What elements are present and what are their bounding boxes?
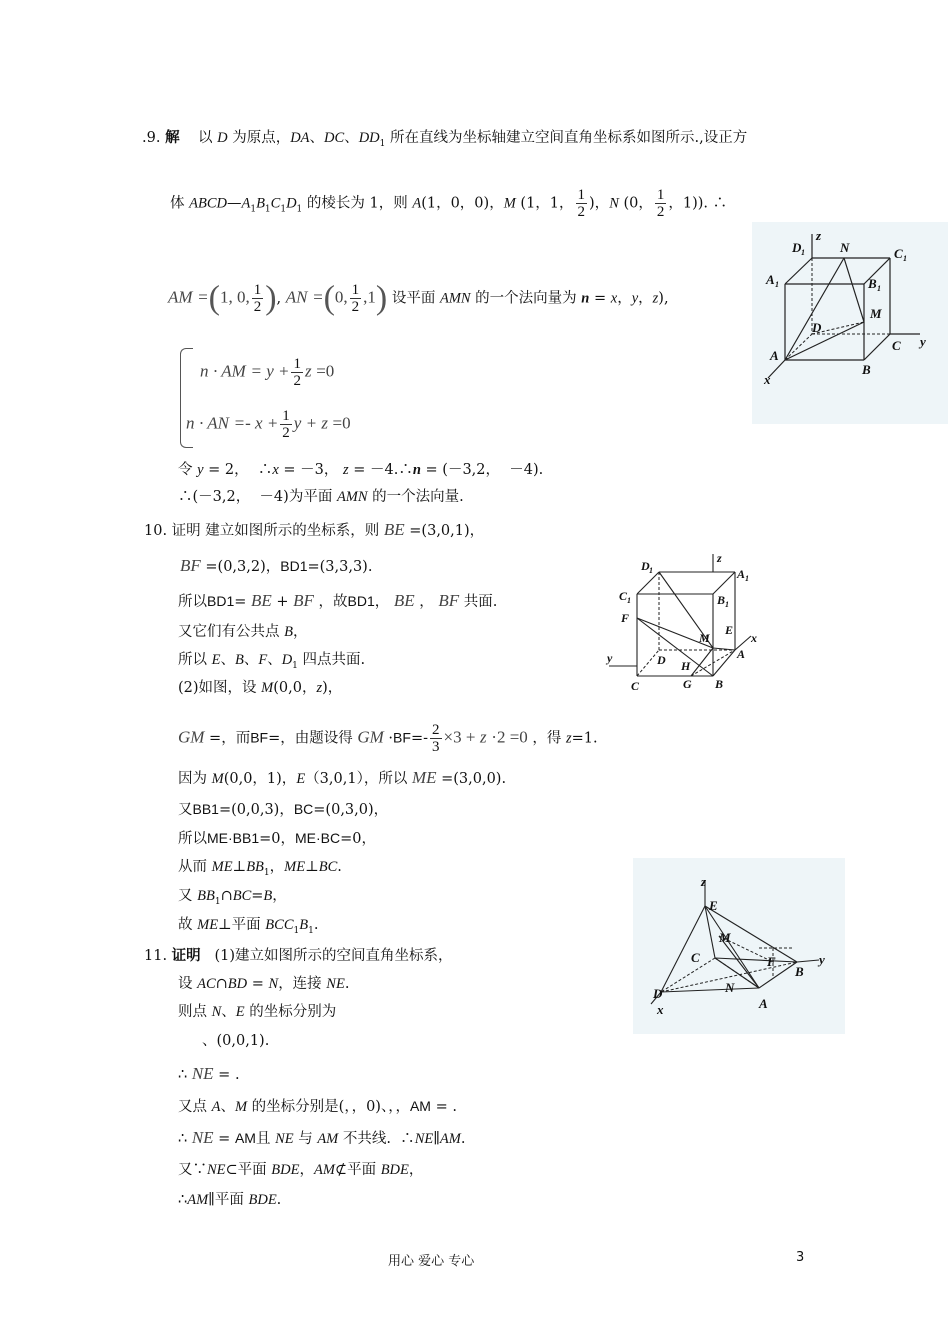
svg-text:1: 1: [725, 600, 729, 609]
svg-text:1: 1: [877, 284, 881, 293]
svg-text:1: 1: [649, 566, 653, 575]
p9-eq1: n · AM = y + $\frac{1}{2}$ z =0: [200, 356, 335, 389]
pyramid-figure-3: [633, 858, 845, 1034]
svg-text:D: D: [792, 240, 802, 255]
p10-l7: GM =，而BF=，由题设得 GM ·BF=- $\frac{2}{3}$ ×3 + z ·2 =0 ，得 z=1.: [178, 722, 598, 755]
p9-line1: .9. 解 以 D 为原点，DA、DC、$DD_1$ 所在直线为坐标轴建立空间直角坐标系如图所示.,设正方: [142, 129, 748, 149]
cube-figure-1: [752, 222, 948, 424]
svg-text:A: A: [737, 647, 746, 661]
svg-text:B: B: [717, 593, 726, 607]
p11-l6: 又点 A、M 的坐标分别是(，，0)、，，AM = .: [178, 1098, 457, 1115]
svg-text:D: D: [812, 320, 822, 335]
p10-l13: 故 ME⊥平面 $BCC_1B_1$.: [178, 917, 319, 936]
svg-text:C: C: [892, 338, 901, 353]
p11-l4: 、(0,0,1).: [202, 1033, 270, 1049]
svg-text:1: 1: [627, 596, 631, 605]
svg-text:N: N: [725, 980, 735, 995]
p10-l11: 从而 $ME\perp BB_1$，ME⊥BC.: [178, 859, 342, 878]
svg-text:C: C: [631, 679, 640, 693]
p9-line2: 体 $ABCD—A_1B_1C_1D_1$ 的棱长为 1，则 A(1，0，0)，M (1，1， $\frac{1}{2}$ )，N (0， $\frac{1}{2}$ ，1)). ∴: [170, 187, 728, 220]
p10-l8: 因为 M(0,0，1)，E（3,0,1），所以 ME =(3,0,0).: [178, 768, 507, 787]
svg-text:z: z: [701, 874, 707, 889]
p10-l3: 所以BD1= BE + BF ，故BD1， BE ， BF 共面.: [178, 591, 498, 610]
p11-l1: 11. 证明 (1)建立如图所示的空间直角坐标系，: [144, 947, 453, 964]
p11-l9: ∴AM∥平面 BDE.: [178, 1192, 282, 1208]
svg-text:1: 1: [903, 254, 907, 263]
p11-l8: 又∵NE⊂平面 BDE，AM⊄平面 BDE，: [178, 1162, 424, 1178]
svg-text:D: D: [653, 986, 663, 1001]
svg-text:B: B: [868, 276, 877, 291]
svg-text:F: F: [621, 611, 630, 625]
svg-text:x: x: [764, 372, 771, 387]
svg-text:E: E: [709, 898, 718, 913]
svg-text:y: y: [920, 334, 926, 349]
svg-text:N: N: [840, 240, 850, 255]
svg-text:1: 1: [745, 574, 749, 583]
svg-text:B: B: [862, 362, 871, 377]
p10-l1: 10. 证明 建立如图所示的坐标系，则 BE =(3,0,1)，: [144, 520, 485, 539]
svg-text:E: E: [725, 623, 734, 637]
svg-text:y: y: [819, 952, 825, 967]
svg-text:D: D: [641, 559, 650, 573]
p11-l3: 则点 N、E 的坐标分别为: [178, 1004, 337, 1020]
cube-figure-2: [603, 548, 768, 696]
svg-text:y: y: [607, 651, 613, 665]
p10-l10: 所以ME·BB1=0，ME·BC=0，: [178, 830, 376, 847]
svg-text:M: M: [870, 306, 882, 321]
svg-text:D: D: [657, 653, 666, 667]
p10-l9: 又BB1=(0,0,3)，BC=(0,3,0)，: [178, 801, 389, 818]
svg-text:B: B: [715, 677, 724, 691]
p9-line5: ∴(－3,2， －4)为平面 AMN 的一个法向量.: [178, 489, 464, 505]
svg-text:z: z: [816, 228, 822, 243]
svg-text:1: 1: [775, 280, 779, 289]
svg-text:C: C: [691, 950, 700, 965]
svg-text:H: H: [681, 659, 691, 673]
page-number: 3: [796, 1250, 805, 1265]
svg-text:x: x: [751, 631, 757, 645]
svg-text:B: B: [795, 964, 804, 979]
p11-l5: ∴ NE = .: [178, 1064, 240, 1083]
p10-l6: (2)如图，设 M(0,0，z)，: [178, 680, 343, 696]
p9-eq2: n · AN =- x + $\frac{1}{2}$ y + z =0: [186, 408, 351, 441]
p9-line3: AM =(1, 0, $\frac{1}{2}$ ), AN =(0, $\frac{1}{2}$ ,1) 设平面 AMN 的一个法向量为 n = x，y，z),: [168, 279, 669, 317]
p10-l12: 又 $BB_1\cap BC=B$，: [178, 888, 287, 907]
svg-text:C: C: [619, 589, 628, 603]
p9-line4: 令 y = 2， ∴x = －3， z = －4.∴n = (－3,2， －4).: [178, 462, 544, 478]
svg-text:A: A: [766, 272, 775, 287]
svg-text:x: x: [657, 1002, 664, 1017]
svg-text:G: G: [683, 677, 692, 691]
svg-text:M: M: [719, 930, 731, 945]
svg-text:F: F: [767, 954, 776, 969]
p10-l5: 所以 E、B、F、$D_1$ 四点共面.: [178, 652, 366, 671]
svg-text:A: A: [737, 567, 746, 581]
svg-text:1: 1: [801, 248, 805, 257]
svg-text:M: M: [699, 631, 710, 645]
p11-l2: 设 AC∩BD = N，连接 NE.: [178, 976, 350, 992]
svg-text:A: A: [770, 348, 779, 363]
p10-l4: 又它们有公共点 B，: [178, 624, 308, 640]
footer-slogan: 用心 爱心 专心: [388, 1254, 475, 1269]
svg-text:C: C: [894, 246, 903, 261]
svg-text:A: A: [759, 996, 768, 1011]
p10-l2: BF =(0,3,2)，BD1=(3,3,3).: [180, 556, 373, 575]
svg-text:z: z: [717, 551, 722, 565]
p11-l7: ∴ NE = AM且 NE 与 AM 不共线. ∴NE∥AM.: [178, 1128, 466, 1147]
